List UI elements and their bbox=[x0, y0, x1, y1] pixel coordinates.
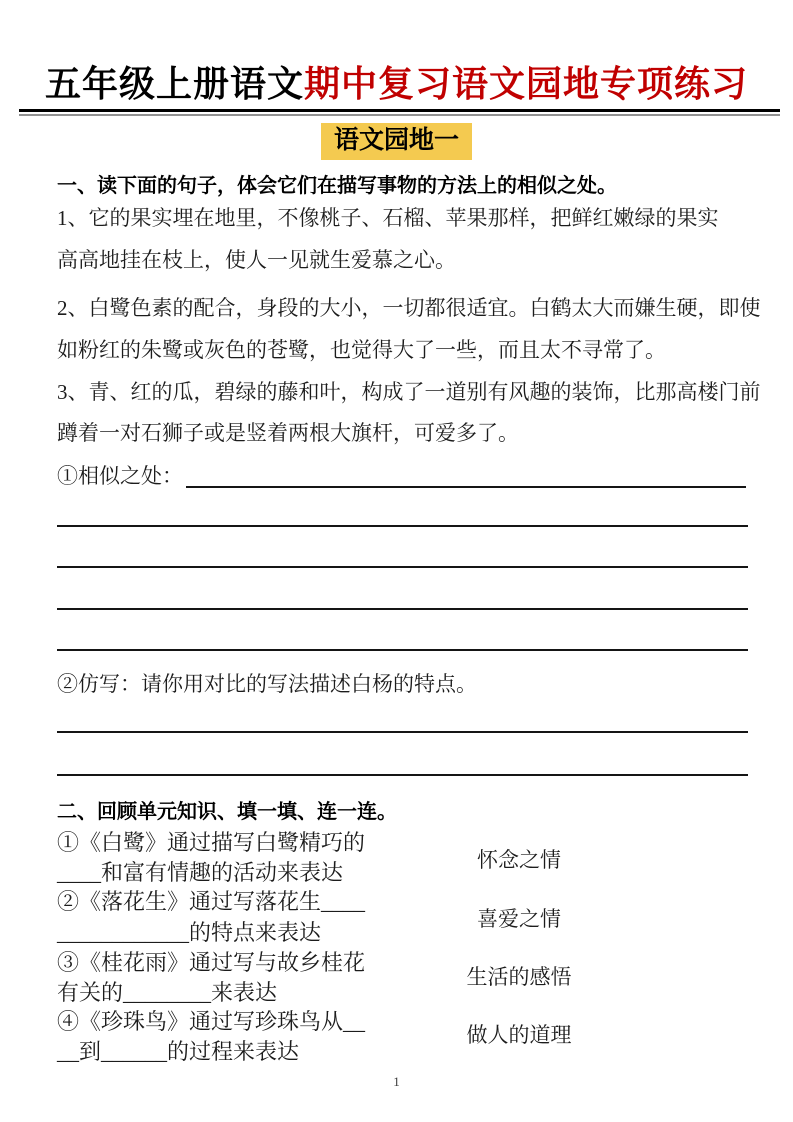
section-one-heading: 一、读下面的句子，体会它们在描写事物的方法上的相似之处。 bbox=[57, 175, 617, 197]
question-2-label: ②仿写：请你用对比的写法描述白杨的特点。 bbox=[57, 672, 477, 696]
answer-line bbox=[57, 608, 748, 610]
banner-row bbox=[0, 123, 793, 160]
banner-highlight: 语文园地一 bbox=[321, 123, 472, 160]
paragraph-1-line-2: 高高地挂在枝上，使人一见就生爱慕之心。 bbox=[57, 248, 456, 272]
header-divider bbox=[19, 109, 780, 116]
match-item-4-line-1: ④《珍珠鸟》通过写珍珠鸟从__ bbox=[57, 1009, 366, 1034]
answer-line bbox=[57, 774, 748, 776]
paragraph-1-line-1: 1、它的果实埋在地里，不像桃子、石榴、苹果那样，把鲜红嫩绿的果实 bbox=[57, 206, 719, 230]
section-two-heading: 二、回顾单元知识、填一填、连一连。 bbox=[57, 801, 397, 823]
page-title-red: 期中复习语文园地专项练习 bbox=[304, 64, 749, 104]
paragraph-2-line-2: 如粉红的朱鹭或灰色的苍鹭，也觉得大了一些，而且太不寻常了。 bbox=[57, 338, 666, 362]
answer-line bbox=[57, 525, 748, 527]
page-title-black: 五年级上册语文 bbox=[44, 64, 304, 104]
paragraph-2-line-1: 2、白鹭色素的配合，身段的大小，一切都很适宜。白鹤太大而嫌生硬，即使 bbox=[57, 296, 761, 320]
answer-line bbox=[57, 566, 748, 568]
match-item-3-line-2: 有关的________来表达 bbox=[57, 980, 278, 1005]
paragraph-3-line-1: 3、青、红的瓜，碧绿的藤和叶，构成了一道别有风趣的装饰，比那高楼门前 bbox=[57, 380, 761, 404]
match-item-1-line-1: ①《白鹭》通过描写白鹭精巧的 bbox=[57, 830, 366, 855]
question-1-label: ①相似之处： bbox=[57, 464, 183, 488]
match-option-shenghuo: 生活的感悟 bbox=[466, 965, 572, 989]
match-option-huainian: 怀念之情 bbox=[477, 848, 561, 872]
match-item-1-line-2: ____和富有情趣的活动来表达 bbox=[57, 860, 344, 885]
match-item-4-line-2: __到______的过程来表达 bbox=[57, 1039, 300, 1064]
header-divider-bottom-line bbox=[19, 114, 780, 116]
page-number: 1 bbox=[393, 1074, 400, 1089]
paragraph-3-line-2: 蹲着一对石狮子或是竖着两根大旗杆，可爱多了。 bbox=[57, 421, 519, 445]
answer-line bbox=[57, 731, 748, 733]
match-item-2-line-2: ____________的特点来表达 bbox=[57, 920, 322, 945]
answer-line bbox=[186, 486, 746, 488]
match-item-3-line-1: ③《桂花雨》通过写与故乡桂花 bbox=[57, 950, 366, 975]
match-item-2-line-1: ②《落花生》通过写落花生____ bbox=[57, 889, 366, 914]
match-option-zuoren: 做人的道理 bbox=[466, 1023, 572, 1047]
page-title bbox=[0, 56, 793, 107]
match-option-xiai: 喜爱之情 bbox=[477, 907, 561, 931]
answer-line bbox=[57, 649, 748, 651]
